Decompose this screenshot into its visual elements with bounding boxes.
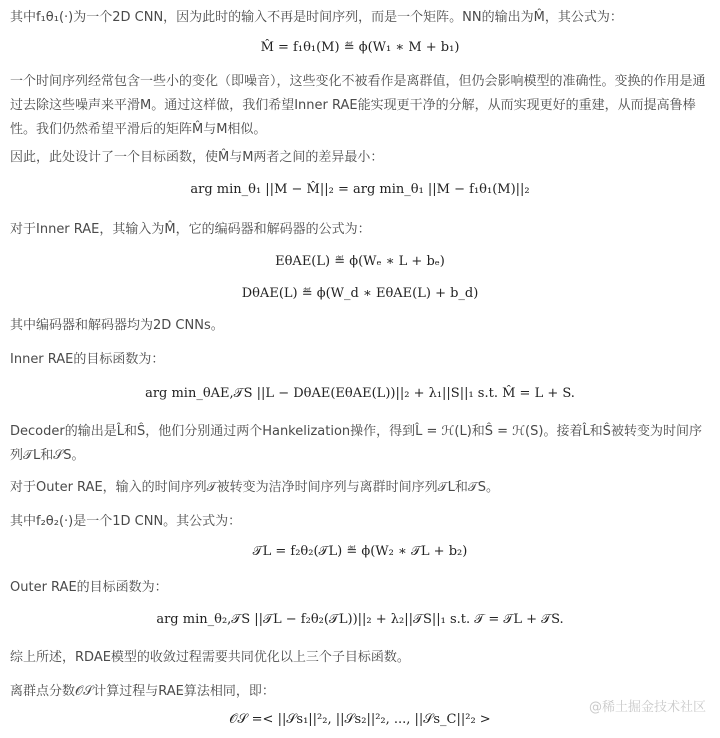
paragraph-inner-rae-intro: 对于Inner RAE，其输入为M̂，它的编码器和解码器的公式为： xyxy=(10,222,371,237)
equation-m-hat: M̂ = f₁θ₁(M) ≝ ϕ(W₁ ∗ M + b₁) xyxy=(260,40,460,55)
paragraph-objective-intro: 因此，此处设计了一个目标函数，使M̂与M两者之间的差异最小： xyxy=(10,150,384,165)
equation-decoder: DθAE(L) ≝ ϕ(W_d ∗ EθAE(L) + b_d) xyxy=(241,286,479,301)
paragraph-inner-objective-intro: Inner RAE的目标函数为： xyxy=(10,352,165,367)
paragraph-outer-objective-intro: Outer RAE的目标函数为： xyxy=(10,580,168,595)
equation-outlier-score: 𝒪𝒮 =< ||𝒮s₁||²₂, ||𝒮s₂||²₂, ..., ||𝒮s_C||²₂ > xyxy=(229,712,491,727)
equation-outer-rae-f2: 𝒯L = f₂θ₂(𝒯L) ≝ ϕ(W₂ ∗ 𝒯L + b₂) xyxy=(252,544,468,559)
equation-outer-rae-objective: arg min_θ₂,𝒯S ||𝒯L − f₂θ₂(𝒯L))||₂ + λ₂||𝒯S||₁ s.t. 𝒯 = 𝒯L + 𝒯S. xyxy=(156,612,564,627)
watermark: @稀土掘金技术社区 xyxy=(588,700,706,715)
paragraph-outer-rae-intro: 对于Outer RAE，输入的时间序列𝒯被转变为洁净时间序列与离群时间序列𝒯L和𝒯S。 xyxy=(10,480,500,495)
paragraph-outlier-score-intro: 离群点分数𝒪𝒮计算过程与RAE算法相同，即： xyxy=(10,684,275,699)
paragraph-decoder-output: Decoder的输出是L̂和Ŝ，他们分别通过两个Hankelization操作，得到L̂ = ℋ(L)和Ŝ = ℋ(S)。接着L̂和Ŝ被转变为时间序列𝒯L和𝒮S。 xyxy=(10,424,702,463)
paragraph-f1-intro: 其中f₁θ₁(·)为一个2D CNN，因为此时的输入不再是时间序列，而是一个矩阵。NN的输出为M̂，其公式为： xyxy=(10,10,623,25)
paragraph-cnn-note: 其中编码器和解码器均为2D CNNs。 xyxy=(10,318,224,333)
equation-smooth-objective: arg min_θ₁ ||M − M̂||₂ = arg min_θ₁ ||M − f₁θ₁(M)||₂ xyxy=(190,182,530,197)
paragraph-f2-intro: 其中f₂θ₂(·)是一个1D CNN。其公式为： xyxy=(10,514,242,529)
paragraph-summary: 综上所述，RDAE模型的收敛过程需要共同优化以上三个子目标函数。 xyxy=(10,650,410,665)
equation-encoder: EθAE(L) ≝ ϕ(Wₑ ∗ L + bₑ) xyxy=(275,254,445,269)
paragraph-noise-smoothing: 一个时间序列经常包含一些小的变化（即噪音），这些变化不被看作是离群值，但仍会影响模型的准确性。变换的作用是通过去除这些噪声来平滑M。通过这样做，我们希望Inner RAE能实现更干净的分解，从而实现更好的重建，从而提高鲁棒性。我们仍然希望平滑后的矩阵M̂与M相似。 xyxy=(10,74,706,137)
equation-inner-rae-objective: arg min_θAE,𝒯S ||L − DθAE(EθAE(L))||₂ + λ₁||S||₁ s.t. M̂ = L + S. xyxy=(145,386,575,401)
